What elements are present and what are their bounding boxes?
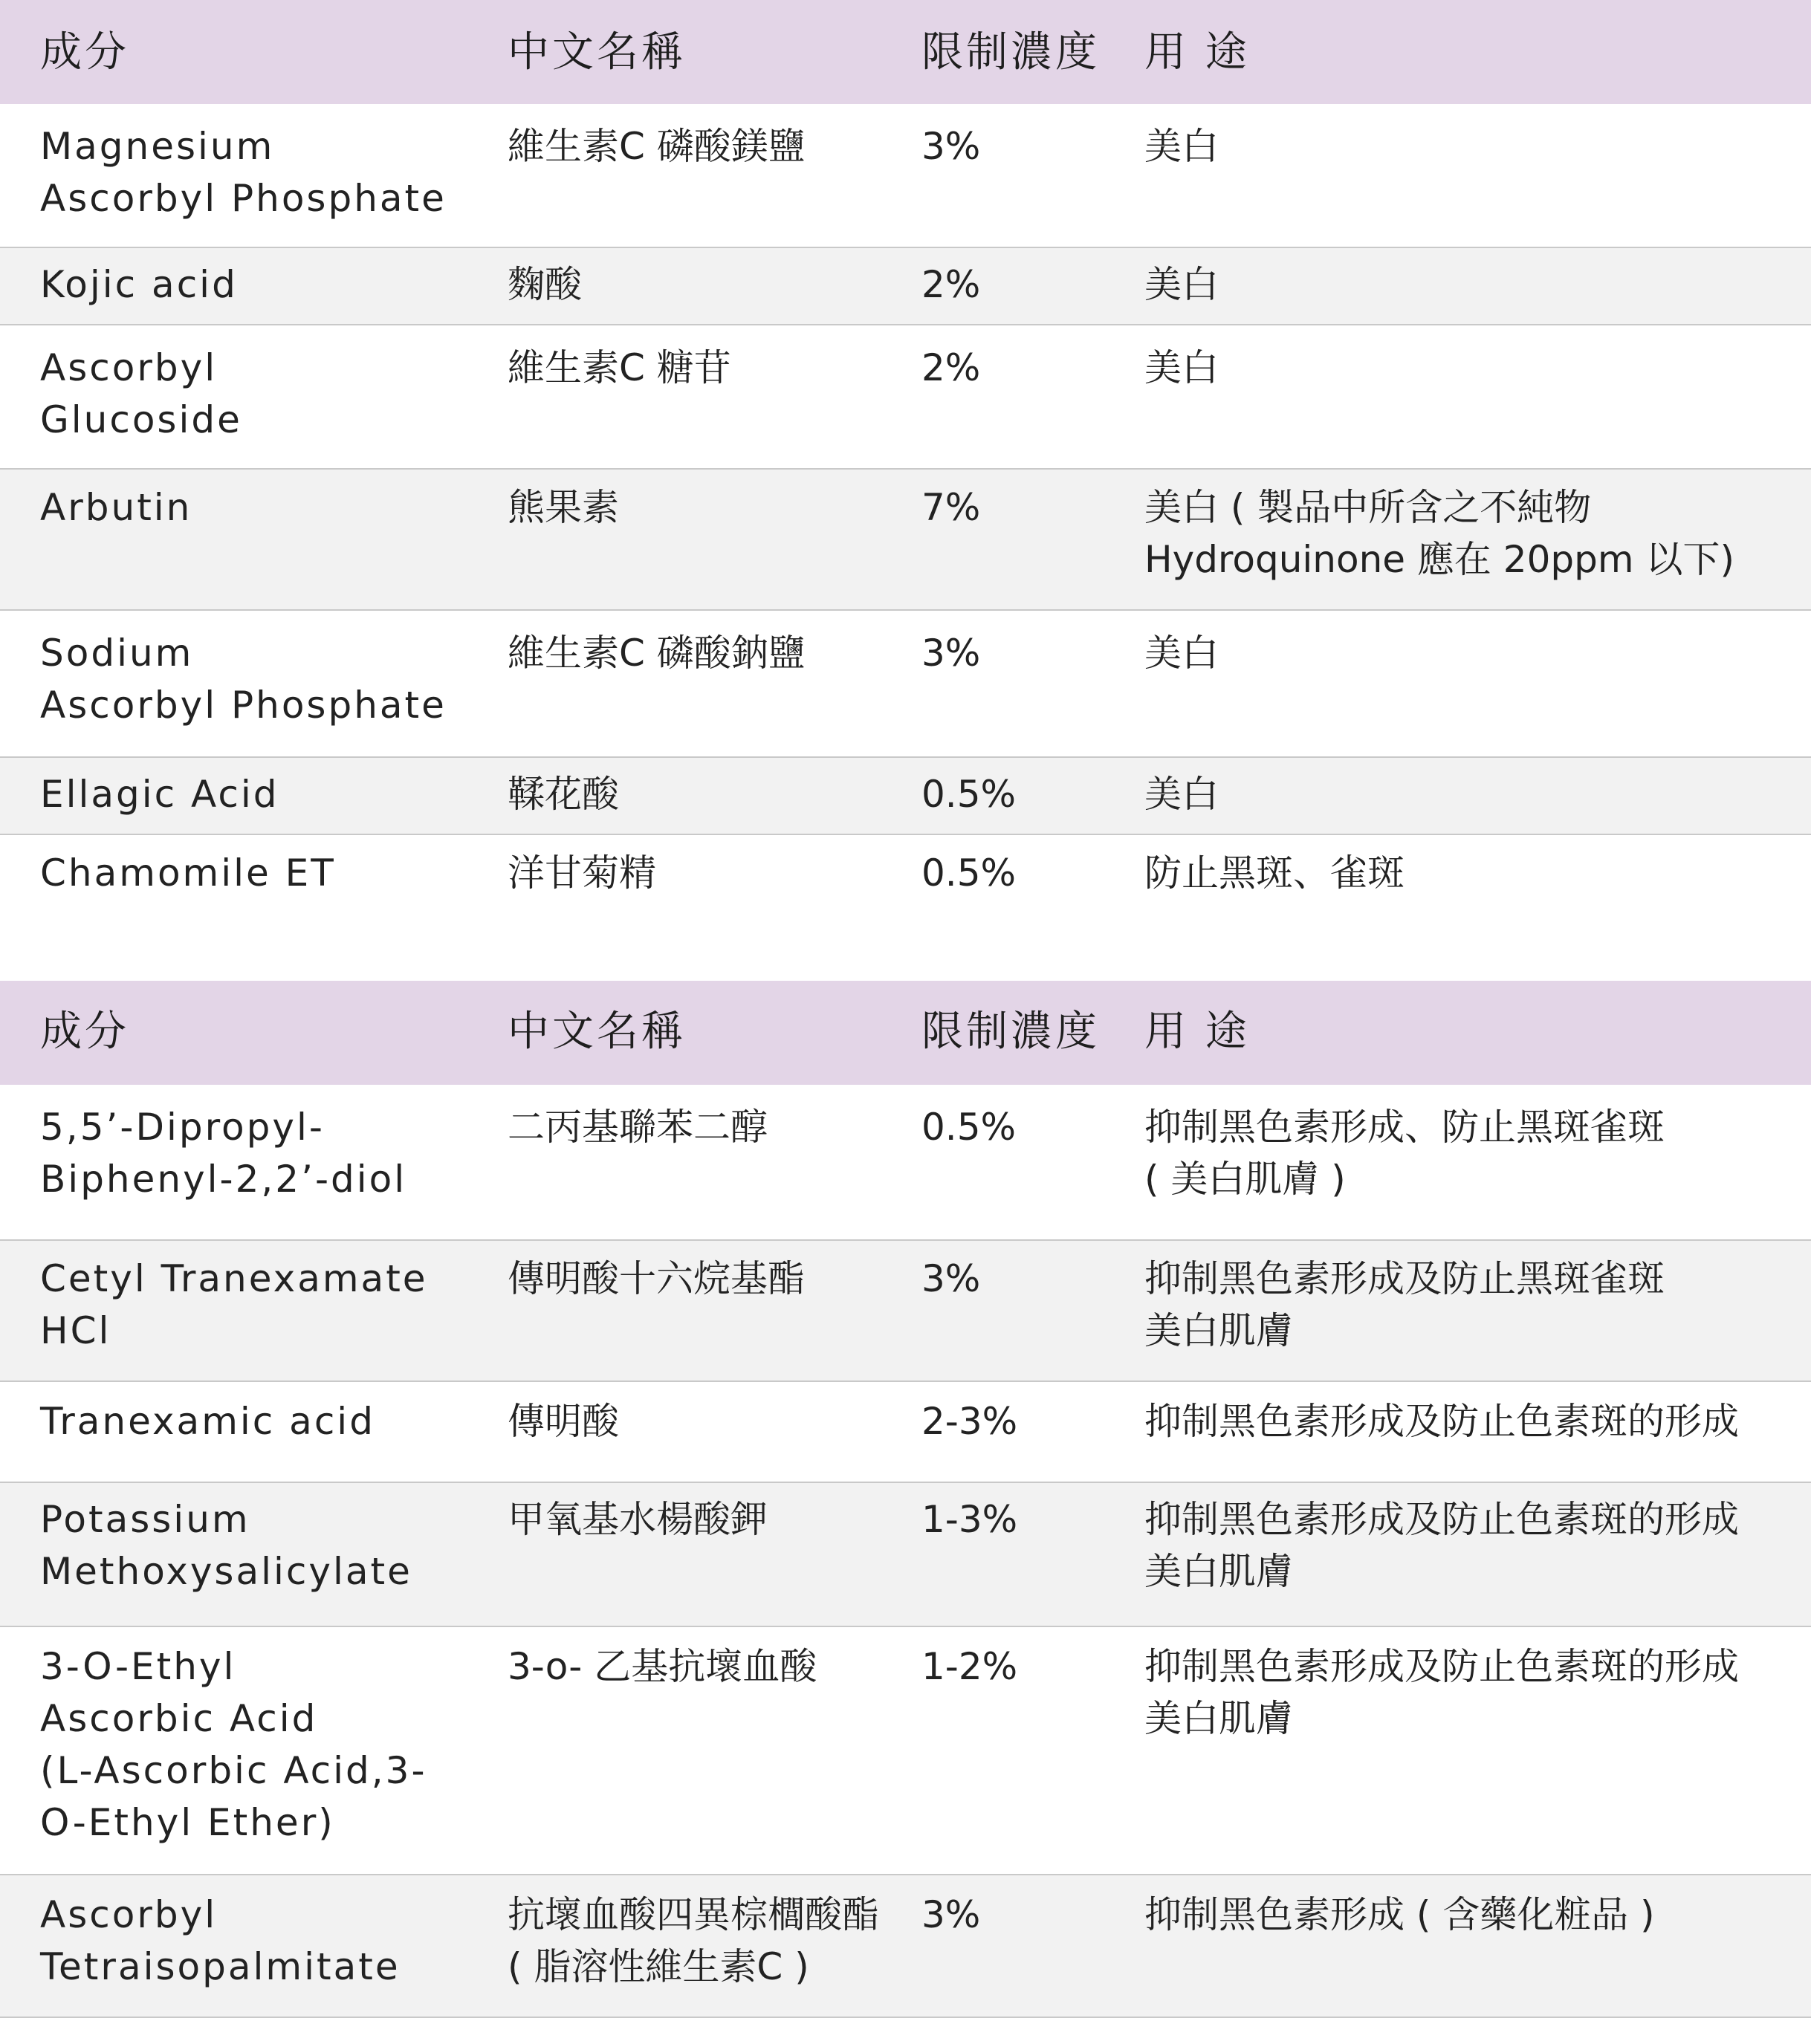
table-header-row	[0, 0, 1811, 104]
use-cell: 抑制黑色素形成 ( 含藥化粧品 )	[1144, 1893, 1655, 1936]
header-use: 用 途	[1144, 28, 1250, 77]
table-row	[0, 835, 1811, 981]
limit-cell: 0.5%	[921, 773, 1017, 816]
use-cell: 美白	[1144, 773, 1219, 816]
ingredient-cell: Kojic acid	[40, 263, 238, 306]
limit-cell: 3%	[921, 632, 981, 675]
chinese-name-cell: 抗壞血酸四異棕櫚酸酯 ( 脂溶性維生素C )	[508, 1893, 879, 1988]
limit-cell: 3%	[921, 1893, 981, 1936]
chinese-name-cell: 傳明酸	[508, 1400, 619, 1443]
ingredient-cell: Potassium Methoxysalicylate	[40, 1498, 412, 1593]
ingredient-cell: 5,5’-Dipropyl- Biphenyl-2,2’-diol	[40, 1106, 407, 1201]
use-cell: 美白	[1144, 263, 1219, 306]
ingredient-cell: Ellagic Acid	[40, 773, 279, 816]
chinese-name-cell: 3-o- 乙基抗壞血酸	[508, 1645, 817, 1688]
limit-cell: 1-3%	[921, 1498, 1018, 1541]
chinese-name-cell: 傳明酸十六烷基酯	[508, 1257, 805, 1300]
use-cell: 美白 ( 製品中所含之不純物 Hydroquinone 應在 20ppm 以下)	[1144, 486, 1735, 581]
limit-cell: 1-2%	[921, 1645, 1018, 1688]
ingredient-cell: Magnesium Ascorbyl Phosphate	[40, 125, 447, 220]
limit-cell: 0.5%	[921, 851, 1017, 895]
table-row	[0, 470, 1811, 611]
ingredient-cell: Tranexamic acid	[40, 1400, 375, 1443]
table-row	[0, 1241, 1811, 1382]
table-row	[0, 1627, 1811, 1875]
chinese-name-cell: 維生素C 磷酸鈉鹽	[508, 632, 806, 675]
table-row	[0, 1483, 1811, 1627]
chinese-name-cell: 鞣花酸	[508, 773, 619, 816]
use-cell: 抑制黑色素形成及防止色素斑的形成 美白肌膚	[1144, 1645, 1739, 1740]
header-chinese-name: 中文名稱	[508, 1008, 686, 1056]
chinese-name-cell: 麴酸	[508, 263, 582, 306]
limit-cell: 3%	[921, 1257, 981, 1300]
table-row	[0, 611, 1811, 758]
limit-cell: 0.5%	[921, 1106, 1017, 1149]
use-cell: 防止黑斑、雀斑	[1144, 851, 1405, 895]
use-cell: 抑制黑色素形成及防止色素斑的形成 美白肌膚	[1144, 1498, 1739, 1593]
chinese-name-cell: 維生素C 糖苷	[508, 346, 731, 389]
table-row	[0, 104, 1811, 248]
chinese-name-cell: 二丙基聯苯二醇	[508, 1106, 768, 1149]
header-limit: 限制濃度	[921, 1008, 1100, 1056]
ingredient-cell: Cetyl Tranexamate HCl	[40, 1257, 428, 1352]
ingredient-cell: Sodium Ascorbyl Phosphate	[40, 632, 447, 727]
use-cell: 美白	[1144, 632, 1219, 675]
table-row	[0, 1875, 1811, 2018]
table-row	[0, 1085, 1811, 1241]
header-limit: 限制濃度	[921, 28, 1100, 77]
use-cell: 抑制黑色素形成及防止黑斑雀斑 美白肌膚	[1144, 1257, 1665, 1352]
header-ingredient: 成分	[40, 1008, 129, 1056]
chinese-name-cell: 甲氧基水楊酸鉀	[508, 1498, 768, 1541]
ingredient-cell: Arbutin	[40, 486, 192, 529]
use-cell: 抑制黑色素形成及防止色素斑的形成	[1144, 1400, 1739, 1443]
table-header-row	[0, 981, 1811, 1085]
header-use: 用 途	[1144, 1008, 1250, 1056]
limit-cell: 3%	[921, 125, 981, 168]
limit-cell: 2%	[921, 263, 981, 306]
limit-cell: 2-3%	[921, 1400, 1018, 1443]
ingredient-cell: Chamomile ET	[40, 851, 336, 895]
limit-cell: 7%	[921, 486, 981, 529]
use-cell: 抑制黑色素形成、防止黑斑雀斑 ( 美白肌膚 )	[1144, 1106, 1665, 1201]
table-row	[0, 1382, 1811, 1483]
ingredient-cell: Ascorbyl Glucoside	[40, 346, 242, 441]
table-row	[0, 325, 1811, 470]
limit-cell: 2%	[921, 346, 981, 389]
chinese-name-cell: 洋甘菊精	[508, 851, 656, 895]
table-row	[0, 758, 1811, 835]
ingredient-cell: Ascorbyl Tetraisopalmitate	[40, 1893, 401, 1988]
header-chinese-name: 中文名稱	[508, 28, 686, 77]
chinese-name-cell: 維生素C 磷酸鎂鹽	[508, 125, 806, 168]
use-cell: 美白	[1144, 346, 1219, 389]
table-row	[0, 248, 1811, 325]
chinese-name-cell: 熊果素	[508, 486, 619, 529]
header-ingredient: 成分	[40, 28, 129, 77]
ingredient-cell: 3-O-Ethyl Ascorbic Acid (L-Ascorbic Acid,3- O-Ethyl Ether)	[40, 1645, 427, 1844]
use-cell: 美白	[1144, 125, 1219, 168]
